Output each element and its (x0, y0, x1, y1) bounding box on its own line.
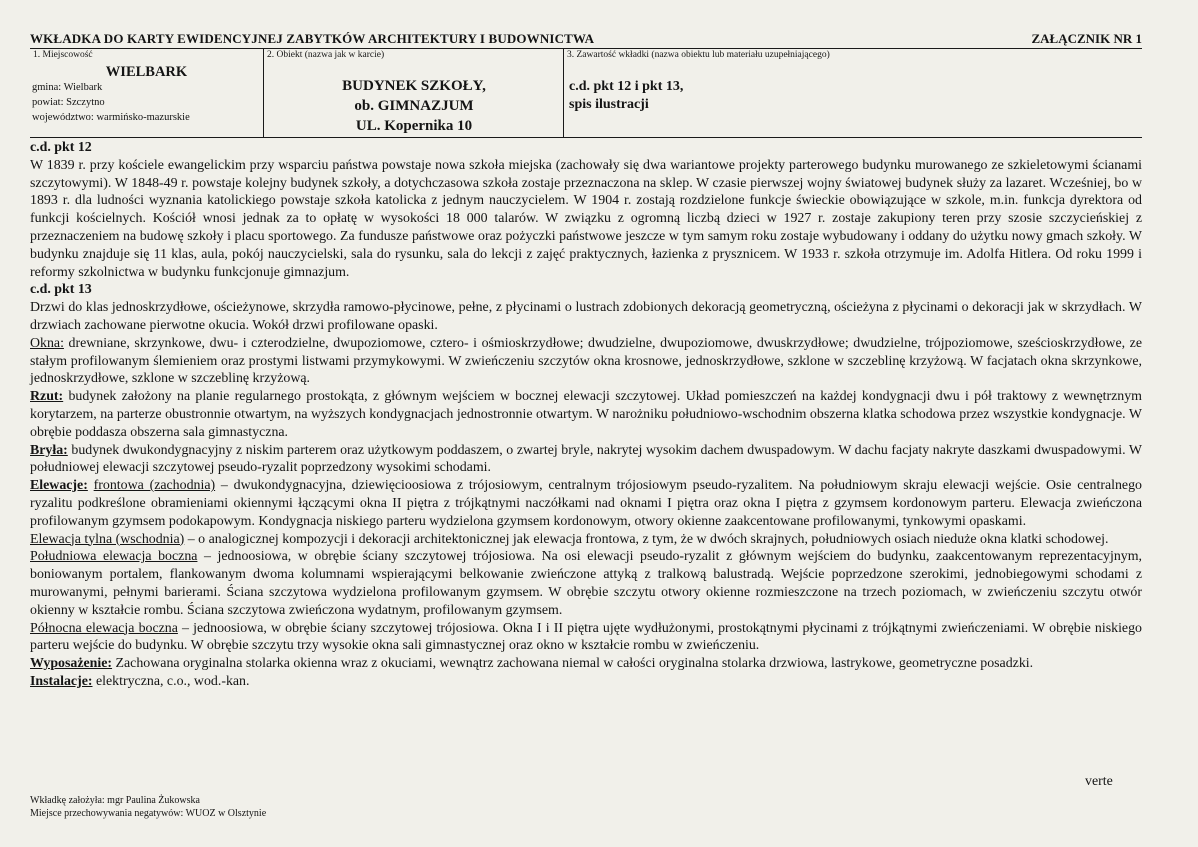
south-elevation-text: – jednoosiowa, w obrębie ściany szczytowej trójosiowa. Na osi elewacji pseudo-ryzalit z głównym wejściem do budynku, zaakcentowanym reprezentacyjnym, boniowanym portalem, flankowanym dwoma kolumnami wspierającymi belkowanie zwieńczone attyką z tralkową balustradą. Wejście poprzedzone szerokimi, jednobiegowymi schodami z murowanymi, pełnymi barierami. Ściana szczytowa wydzielona profilowanym gzymsem. W obrębie szczytu otwory okienne rozmieszczone na trzech poziomach, w zwieńczeniu szczytu otwór okienny w kształcie rombu. Ściana szczytowa zwieńczona wydatnym, profilowanym gzymsem. (30, 549, 1142, 618)
contents-label: 3. Zawartość wkładki (nazwa obiektu lub materiału uzupełniającego) (567, 50, 830, 60)
plan-label: Rzut: (30, 389, 64, 405)
rear-elevation-text: – o analogicznej kompozycji i dekoracji architektonicznej jak elewacja frontowa, z tym, że w dwóch skrajnych, południowych osiach nieduże okna klatki schodowej. (184, 531, 1109, 547)
verte-note: verte (1085, 774, 1113, 789)
contents-line2: spis ilustracji (569, 97, 649, 112)
author-line: Wkładkę założyła: mgr Paulina Żukowska (30, 795, 200, 806)
section-title-pkt12: c.d. pkt 12 (30, 140, 92, 155)
location-cell (30, 49, 263, 137)
north-elevation-paragraph (30, 620, 1142, 656)
south-elevation-paragraph (30, 548, 1142, 619)
equipment-label: Wyposażenie: (30, 656, 113, 672)
object-label: 2. Obiekt (nazwa jak w karcie) (267, 50, 385, 60)
front-elevation-text: – dwukondygnacyjna, dziewięcioosiowa z trójosiowym, centralnym trójosiowym pseudo-ryzalitem. Na południowym skraju elewacji wejście. Osie centralnego ryzalitu podkreślone obramieniami okiennymi łączącymi okna II piętra z trójkątnymi naczółkami nad oknami I piętra oraz okna I piętra z gzymsem kordonowym parteru. Elewacja zwieńczona profilowanym gzymsem podokapowym. Kondygnacja niskiego parteru wydzielona gzymsem kordonowym, otwory okienne zaakcentowane profilowanymi, tynkowymi opaskami. (30, 478, 1142, 529)
installations-label: Instalacje: (30, 673, 93, 689)
doors-paragraph: Drzwi do klas jednoskrzydłowe, ościeżynowe, skrzydła ramowo-płycinowe, pełne, z płycinami o lustrach zdobionych dekoracją geometryczną, ościeżyna z płycinami o dekoracji jak w skrzydłach. W drzwiach zachowane pierwotne okucia. Wokół drzwi profilowane opaski. (30, 300, 1142, 333)
plan-paragraph (30, 388, 1142, 441)
object-cell (263, 49, 564, 137)
equipment-paragraph (30, 655, 1142, 673)
contents-cell (563, 49, 1143, 137)
history-paragraph: W 1839 r. przy kościele ewangelickim przy wsparciu państwa powstaje nowa szkoła miejska (zachowały się dwa wariantowe projekty parterowego budynku murowanego ze szkieletowymi ścianami szczytowymi). W 1848-49 r. powstaje kolejny budynek szkoły, a dotychczasowa szkoła zostaje przeznaczona na sklep. W czasie pierwszej wojny światowej budynek służy za lazaret. Wcześniej, bo w 1893 r. dla ludności wyznania katolickiego powstaje szkoła katolicka z jednym nauczycielem. W 1904 r. zostają rozdzielone funkcje świeckie obowiązujące w szkole, m.in. funkcja dyrektora od funkcji kościelnych. Kościół wnosi jednak za to opłatę w wysokości 18 000 talarów. W związku z ogromną liczbą dzieci w 1927 r. zostaje zakupiony teren przy szosie szczycieńskiej z przeznaczeniem na budowę szkoły i placu sportowego. Za fundusze państwowe oraz pożyczki państwowe jeszcze w tym samym roku zostaje wybudowany i oddany do użytku nowy gmach szkoły. W budynku znajduje się 11 klas, aula, pokój nauczycielski, sala do rysunku, sala do lekcji z zajęć praktycznych, łazienka z prysznicem. W 1933 r. szkoła otrzymuje im. Adolfa Hitlera. Od roku 1999 i reformy szkolnictwa w budynku funkcjonuje gimnazjum. (30, 157, 1142, 280)
document-header (30, 31, 1142, 49)
installations-paragraph (30, 673, 1142, 691)
object-name-line1: BUDYNEK SZKOŁY, (342, 78, 486, 94)
windows-paragraph (30, 335, 1142, 388)
installations-text: elektryczna, c.o., wod.-kan. (92, 673, 250, 689)
info-table (30, 49, 1142, 138)
south-elevation-label: Południowa elewacja boczna (30, 549, 198, 565)
elevations-label: Elewacje: (30, 478, 88, 494)
mass-text: budynek dwukondygnacyjny z niskim parterem oraz użytkowym poddaszem, o zwartej bryle, nakrytej wysokim dachem dwuspadowym. W dachu facjaty nakryte daszkami dwuspadowymi. W południowej elewacji szczytowej pseudo-ryzalit poprzedzony wysokimi schodami. (30, 442, 1142, 476)
annex-number: ZAŁĄCZNIK NR 1 (1031, 31, 1142, 46)
north-elevation-label: Północna elewacja boczna (30, 620, 178, 636)
front-elevation-label: frontowa (zachodnia) (93, 478, 216, 494)
windows-text: drewniane, skrzynkowe, dwu- i czterodzielne, dwupoziomowe, cztero- i ośmioskrzydłowe; dwudzielne, dwupoziomowe, dwuskrzydłowe; dwudzielne, trójpoziomowe, sześcioskrzydłowe, ze stałym profilowanym ślemieniem oraz prostymi listwami przymykowymi. W zwieńczeniu szczytów okna krosnowe, jednoskrzydłowe, szklone w szczeblinę krzyżową. W facjatach okna skrzynkowe, jednoskrzydłowe, szklone w szczeblinę krzyżową. (30, 335, 1142, 387)
contents-line1: c.d. pkt 12 i pkt 13, (569, 79, 684, 94)
location-label: 1. Miejscowość (33, 50, 93, 60)
voivodeship-text: województwo: warmińsko-mazurskie (32, 112, 190, 123)
document-body (30, 139, 1142, 691)
section-title-pkt13: c.d. pkt 13 (30, 282, 92, 298)
mass-label: Bryła: (30, 442, 68, 458)
powiat-text: powiat: Szczytno (32, 97, 105, 108)
rear-elevation-paragraph (30, 531, 1142, 549)
plan-text: budynek założony na planie regularnego prostokąta, z głównym wejściem w bocznej elewacji szczytowej. Układ pomieszczeń na każdej kondygnacji dwu i pół traktowy z wewnętrznym korytarzem, na parterze obustronnie otwartym, na wyższych kondygnacjach jednostronnie otwartym. W narożniku południowo-wschodnim obszerna klatka schodowa przez wszystkie kondygnacje. W obrębie poddasza obszerna sala gimnastyczna. (30, 389, 1142, 440)
north-elevation-text: – jednoosiowa, w obrębie ściany szczytowej trójosiowa. Okna I i II piętra ujęte wydłużonymi, prostokątnymi płycinami z trójkątnymi zwieńczeniami. W obrębie niskiego parteru wejście do budynku. W obrębie szczytu trzy wysokie okna sali gimnastycznej oraz okno w kształcie rombu w zwieńczeniu. (30, 620, 1142, 654)
object-address: UL. Kopernika 10 (355, 118, 473, 134)
front-elevation-paragraph (30, 477, 1142, 530)
equipment-text: Zachowana oryginalna stolarka okienna wraz z okuciami, wewnątrz zachowana niemal w całości oryginalna stolarka drzwiowa, lastrykowe, geometryczne posadzki. (112, 656, 1034, 672)
negatives-storage-line: Miejsce przechowywania negatywów: WUOZ w Olsztynie (30, 808, 267, 819)
gmina-text: gmina: Wielbark (32, 82, 103, 93)
object-name-line2: ob. GIMNAZJUM (354, 98, 474, 114)
mass-paragraph (30, 442, 1142, 478)
windows-label: Okna: (30, 335, 64, 351)
place-name: WIELBARK (105, 64, 188, 80)
rear-elevation-label: Elewacja tylna (wschodnia) (30, 531, 185, 547)
document-title: WKŁADKA DO KARTY EWIDENCYJNEJ ZABYTKÓW ARCHITEKTURY I BUDOWNICTWA (30, 31, 595, 46)
